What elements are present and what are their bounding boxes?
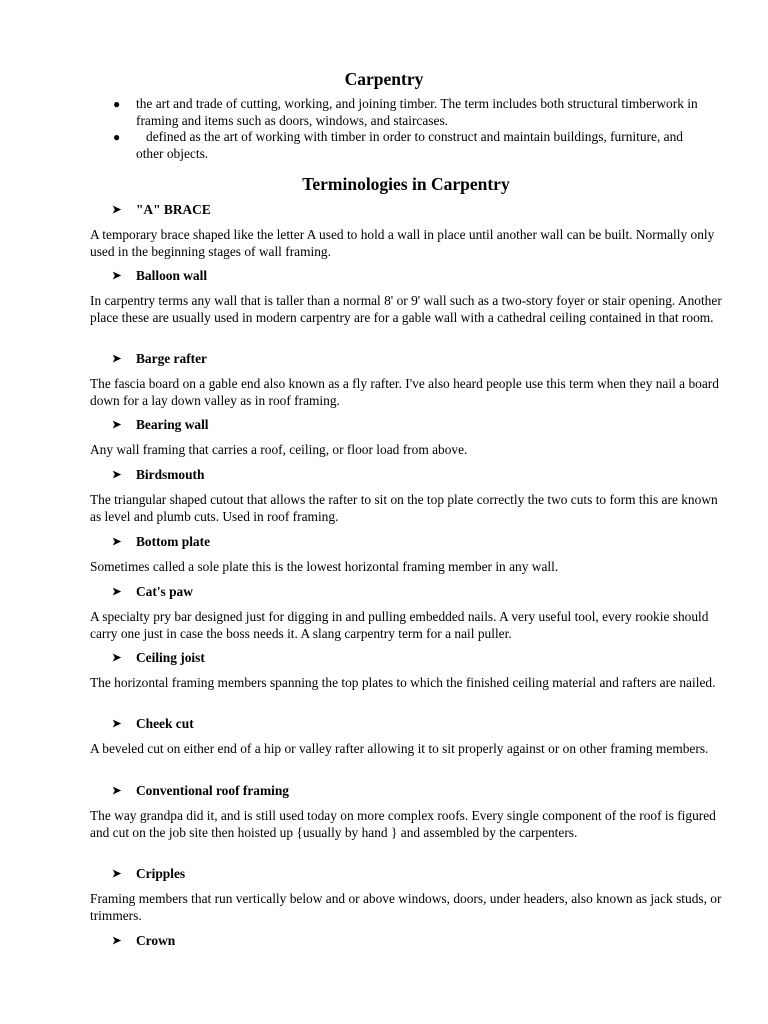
term-definition: The way grandpa did it, and is still used today on more complex roofs. Every single component of the roof is figured and cut on the job site then hoisted up {usually by hand } and assembled by the carpenters. — [90, 808, 716, 840]
arrow-bullet-icon: ➤ — [112, 469, 122, 481]
bullet-text: defined as the art of working with timber in order to construct and maintain buildings, furniture, and other objects. — [136, 129, 683, 161]
term-label: Birdsmouth — [136, 467, 205, 482]
term-definition: The triangular shaped cutout that allows the rafter to sit on the top plate correctly the two cuts to form this are known as level and plumb cuts. Used in roof framing. — [90, 492, 718, 524]
arrow-bullet-icon: ➤ — [112, 935, 122, 947]
definition-bullet-list — [0, 96, 768, 162]
arrow-bullet-icon: ➤ — [112, 353, 122, 365]
arrow-bullet-icon: ➤ — [112, 586, 122, 598]
term-label: Cripples — [136, 866, 186, 881]
term-definition: Framing members that run vertically below and or above windows, doors, under headers, also known as jack studs, or trimmers. — [90, 891, 722, 923]
term-label: Barge rafter — [136, 351, 208, 366]
term-label: Bottom plate — [136, 534, 211, 549]
page-title: Carpentry — [344, 69, 424, 89]
term-definition: A specialty pry bar designed just for digging in and pulling embedded nails. A very useful tool, every rookie should carry one just in case the boss needs it. A slang carpentry term for a nail puller. — [90, 609, 709, 641]
term-label: Cheek cut — [136, 716, 194, 731]
term-definition: The horizontal framing members spanning the top plates to which the finished ceiling material and rafters are nailed. — [90, 675, 716, 690]
term-label: Balloon wall — [136, 268, 208, 283]
arrow-bullet-icon: ➤ — [112, 785, 122, 797]
term-definition: Sometimes called a sole plate this is the lowest horizontal framing member in any wall. — [90, 559, 559, 574]
bullet-icon: ● — [113, 97, 121, 111]
arrow-bullet-icon: ➤ — [112, 868, 122, 880]
term-label: Conventional roof framing — [136, 783, 289, 798]
term-definition: A temporary brace shaped like the letter A used to hold a wall in place until another wall can be built. Normally only used in the beginning stages of wall framing. — [90, 227, 715, 259]
arrow-bullet-icon: ➤ — [112, 536, 122, 548]
term-label: Crown — [136, 933, 176, 948]
term-definition: In carpentry terms any wall that is taller than a normal 8' or 9' wall such as a two-story foyer or stair opening. Another place these are usually used in modern carpentry are for a gable wall with a cathedral ceiling contained in that room. — [90, 293, 722, 325]
term-label: Ceiling joist — [136, 650, 205, 665]
term-label: "A" BRACE — [136, 202, 211, 217]
term-definition: The fascia board on a gable end also known as a fly rafter. I've also heard people use this term when they nail a board down for a lay down valley as in roof framing. — [90, 376, 719, 408]
list-item — [0, 129, 768, 162]
section-title: Terminologies in Carpentry — [302, 174, 510, 194]
arrow-bullet-icon: ➤ — [112, 419, 122, 431]
arrow-bullet-icon: ➤ — [112, 270, 122, 282]
term-definition: A beveled cut on either end of a hip or valley rafter allowing it to sit properly against or on other framing members. — [90, 741, 709, 756]
arrow-bullet-icon: ➤ — [112, 718, 122, 730]
arrow-bullet-icon: ➤ — [112, 652, 122, 664]
term-label: Cat's paw — [136, 584, 193, 599]
arrow-bullet-icon: ➤ — [112, 204, 122, 216]
bullet-text: the art and trade of cutting, working, and joining timber. The term includes both structural timberwork in framing and items such as doors, windows, and staircases. — [136, 96, 698, 128]
term-label: Bearing wall — [136, 417, 209, 432]
bullet-icon: ● — [113, 130, 121, 144]
list-item — [0, 96, 768, 129]
term-definition: Any wall framing that carries a roof, ceiling, or floor load from above. — [90, 442, 468, 457]
